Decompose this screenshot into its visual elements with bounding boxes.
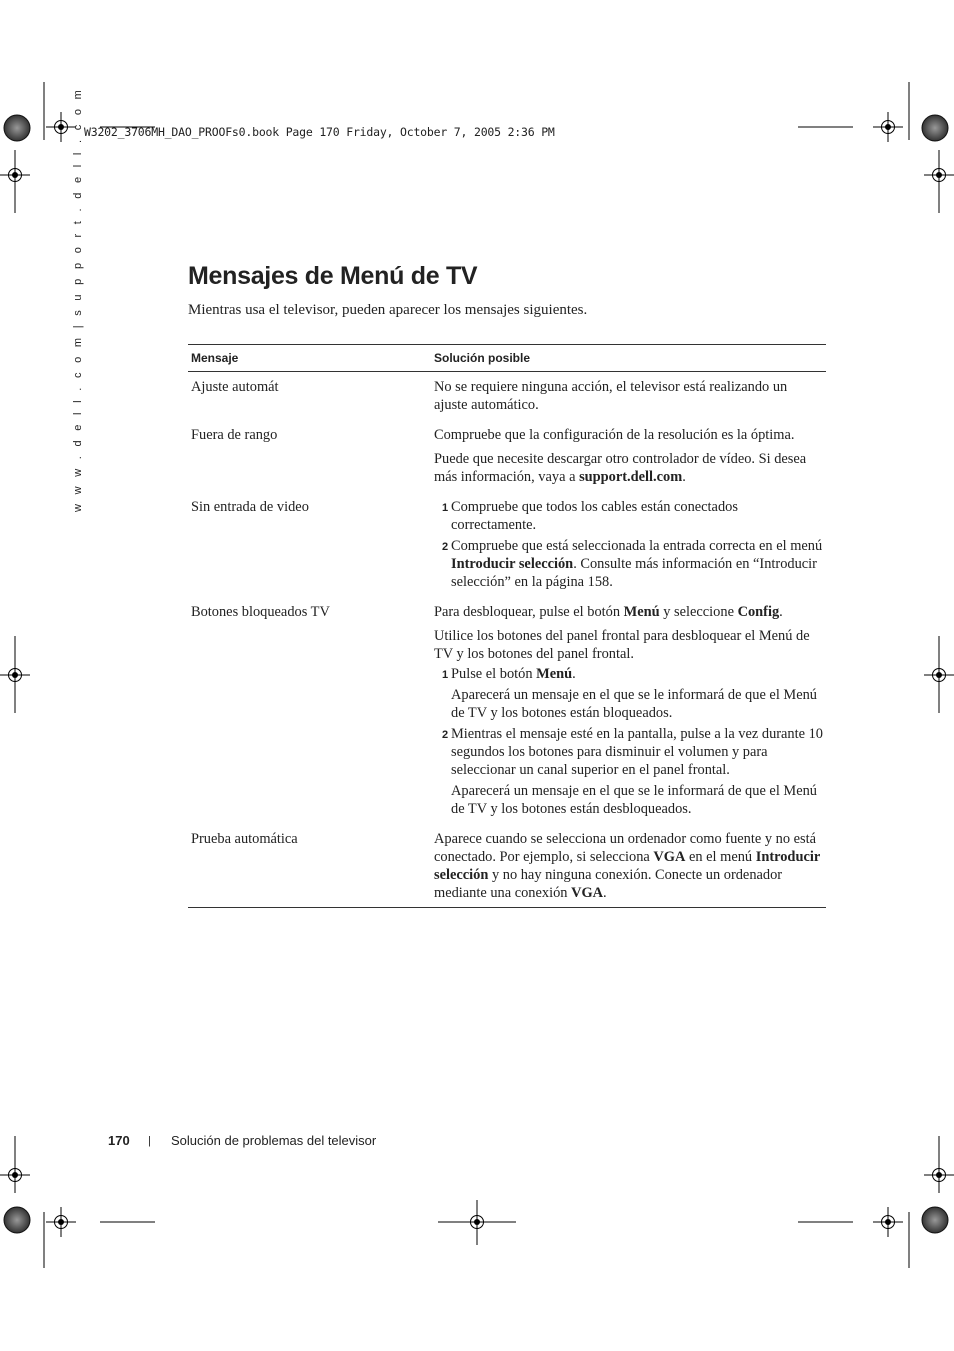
table-header-row [188,345,826,372]
intro-paragraph: Mientras usa el televisor, pueden aparecer los mensajes siguientes. [188,302,588,318]
table-row [188,420,826,492]
footer-section-title: Solución de problemas del televisor [171,1133,377,1148]
step-number: 2 [442,729,449,741]
step-note: Aparecerá un mensaje en el que se le informará de que el Menú de TV y los botones están bloqueados. [451,687,817,721]
column-header-mensaje: Mensaje [188,345,431,372]
message-cell: Prueba automática [188,824,431,908]
table-row [188,372,826,421]
print-header: W3202_3706MH_DAO_PROOFs0.book Page 170 Friday, October 7, 2005 2:36 PM [84,125,555,139]
solution-steps [434,498,823,591]
page-number: 170 [108,1133,130,1148]
step-number: 1 [442,502,449,514]
solution-cell [431,420,826,492]
step-number: 2 [442,541,449,553]
page-title: Mensajes de Menú de TV [188,262,478,290]
solution-text: Compruebe que la configuración de la resolución es la óptima. [434,427,795,443]
message-cell: Sin entrada de video [191,499,309,515]
solution-cell [431,597,826,824]
solution-text: No se requiere ninguna acción, el televisor está realizando un ajuste automático. [434,379,788,413]
side-url-label: w w w . d e l l . c o m | s u p p o r t . d e l l . c o m [72,86,84,512]
footer-separator: | [148,1135,151,1147]
solution-text: Para desbloquear, pulse el botón Menú y seleccione Config. [434,604,783,620]
support-link: support.dell.com [579,469,683,485]
message-cell: Botones bloqueados TV [191,604,330,620]
table-row [188,824,826,908]
list-item: 2 Mientras el mensaje esté en la pantalla, pulse a la vez durante 10 segundos los botones para disminuir el volumen y para seleccionar un canal superior en el panel frontal. [442,726,824,778]
message-cell: Ajuste automát [191,379,279,395]
message-cell: Fuera de rango [191,427,278,443]
solution-steps [434,665,823,818]
solution-cell [431,492,826,597]
step-note: Aparecerá un mensaje en el que se le informará de que el Menú de TV y los botones están desbloqueados. [451,783,817,817]
list-item: 2 Compruebe que está seleccionada la entrada correcta en el menú Introducir selección. Consulte más información en “Introducir selección” en la página 158. [442,538,823,590]
messages-table [188,344,826,908]
table-row [188,597,826,824]
solution-cell [431,372,826,421]
solution-text: Utilice los botones del panel frontal para desbloquear el Menú de TV y los botones del panel frontal. [434,628,810,662]
table-row [188,492,826,597]
step-number: 1 [442,669,449,681]
column-header-solucion: Solución posible [431,345,826,372]
list-item: 1 Pulse el botón Menú. [442,666,576,682]
solution-text: Puede que necesite descargar otro controlador de vídeo. Si desea más información, vaya a support.dell.com. [434,451,807,485]
solution-text: Aparece cuando se selecciona un ordenador como fuente y no está conectado. Por ejemplo, si selecciona VGA en el menú Introducir selección y no hay ninguna conexión. Conecte un ordenador mediante una conexión VGA. [434,831,820,901]
list-item: 1 Compruebe que todos los cables están conectados correctamente. [442,499,738,533]
solution-cell [431,824,826,908]
side-url-text [62,86,92,512]
